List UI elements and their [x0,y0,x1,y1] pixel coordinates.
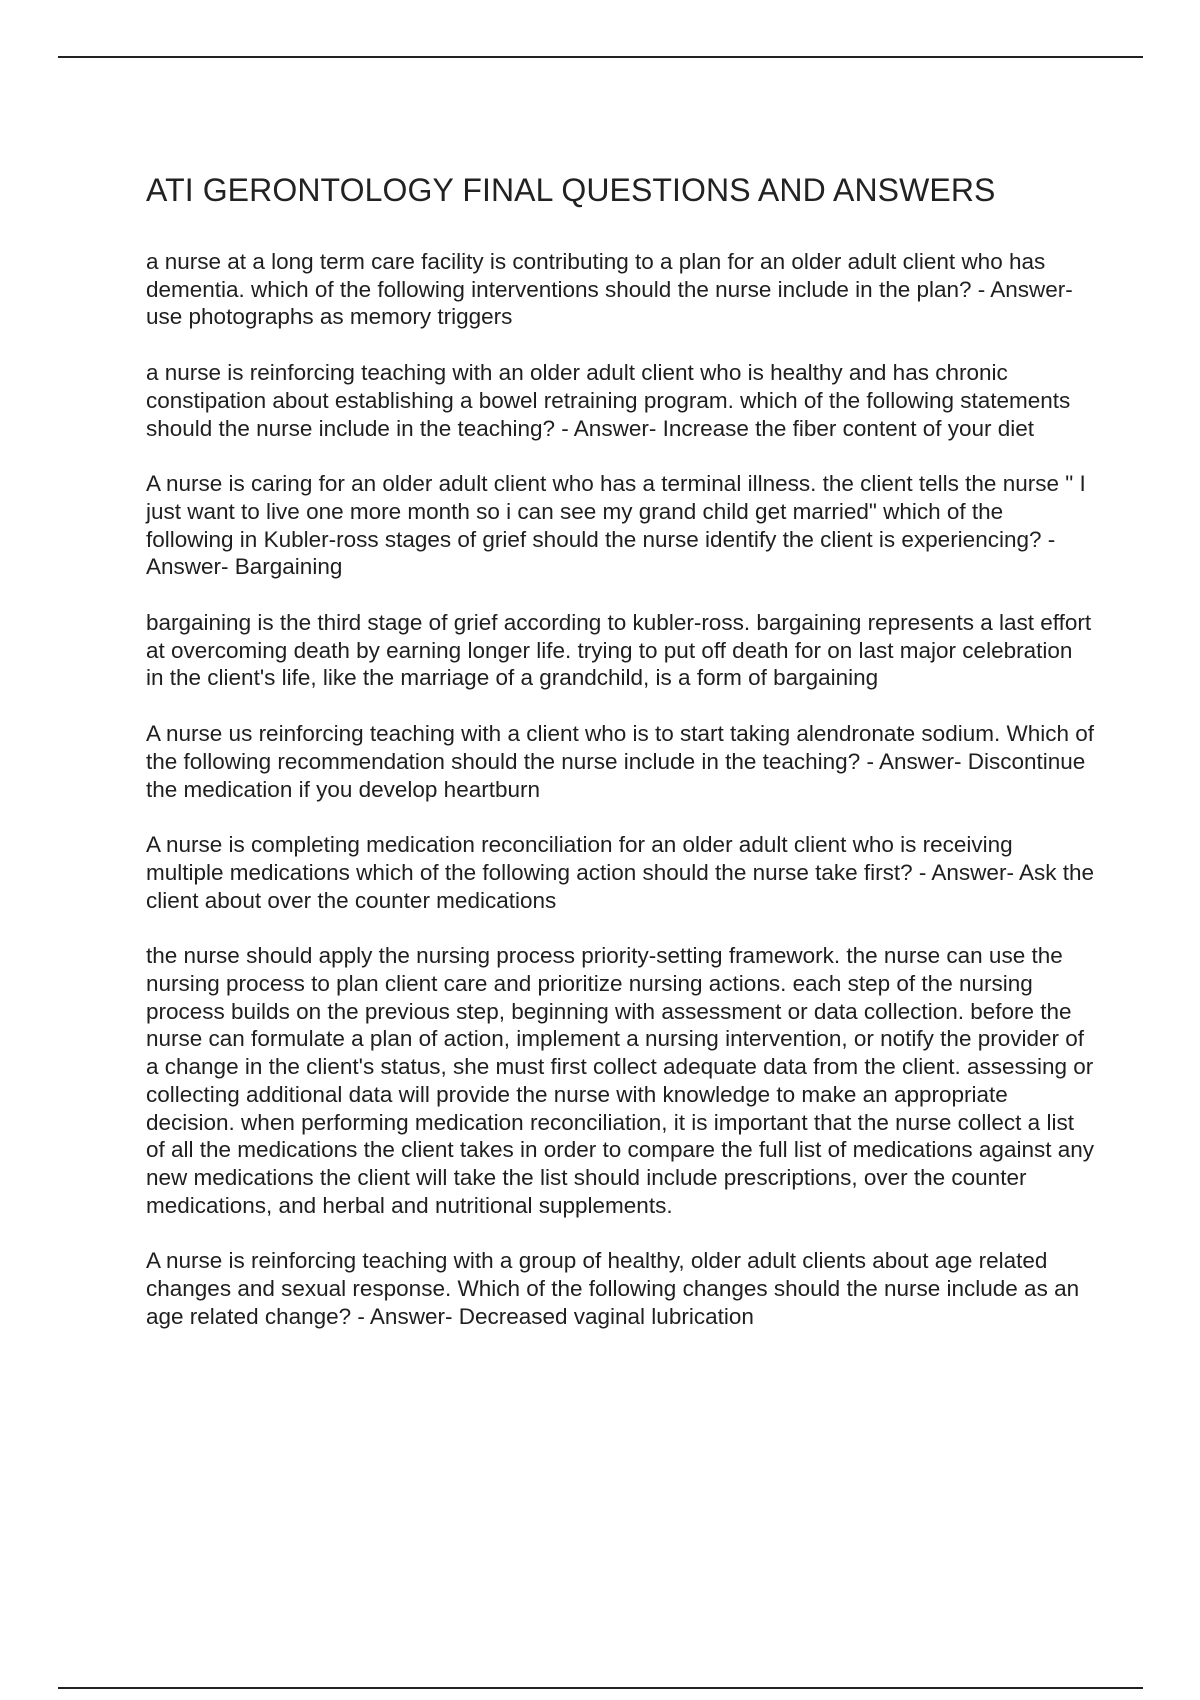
question-bowel-retraining: a nurse is reinforcing teaching with an older adult client who is healthy and has chronic constipation about establishing a bowel retraining program. which of the following statements should the nurse include in the teaching? - Answer- Increase the fiber content of your diet [146,360,1071,441]
bottom-divider [58,1687,1143,1689]
question-medication-reconciliation: A nurse is completing medication reconciliation for an older adult client who is receiving multiple medications which of the following action should the nurse take first? - Answer- Ask the client about over the counter medications [146,832,1094,913]
question-dementia-intervention: a nurse at a long term care facility is contributing to a plan for an older adult client who has dementia. which of the following interventions should the nurse include in the plan? - Answer- use photographs as memory triggers [146,249,1073,330]
top-divider [58,56,1143,58]
document-title: ATI GERONTOLOGY FINAL QUESTIONS AND ANSWERS [146,172,996,208]
document-body [146,168,1096,1359]
question-stages-of-grief: A nurse is caring for an older adult client who has a terminal illness. the client tells the nurse " I just want to live one more month so i can see my grand child get married" which of the following in Kubler-ross stages of grief should the nurse identify the client is experiencing? - Answer- Bargaining [146,471,1086,580]
rationale-bargaining: bargaining is the third stage of grief according to kubler-ross. bargaining represents a last effort at overcoming death by earning longer life. trying to put off death for on last major celebration in the client's life, like the marriage of a grandchild, is a form of bargaining [146,610,1092,691]
question-alendronate-teaching: A nurse us reinforcing teaching with a client who is to start taking alendronate sodium. Which of the following recommendation should the nurse include in the teaching? - Answer- Discontinue the medication if you develop heartburn [146,721,1094,802]
question-age-related-sexual-changes: A nurse is reinforcing teaching with a group of healthy, older adult clients about age related changes and sexual response. Which of the following changes should the nurse include as an age related change? - Answer- Decreased vaginal lubrication [146,1248,1080,1329]
rationale-nursing-process: the nurse should apply the nursing process priority-setting framework. the nurse can use the nursing process to plan client care and prioritize nursing actions. each step of the nursing process builds on the previous step, beginning with assessment or data collection. before the nurse can formulate a plan of action, implement a nursing intervention, or notify the provider of a change in the client's status, she must first collect adequate data from the client. assessing or collecting additional data will provide the nurse with knowledge to make an appropriate decision. when performing medication reconciliation, it is important that the nurse collect a list of all the medications the client takes in order to compare the full list of medications against any new medications the client will take the list should include prescriptions, over the counter medications, and herbal and nutritional supplements. [146,943,1094,1218]
